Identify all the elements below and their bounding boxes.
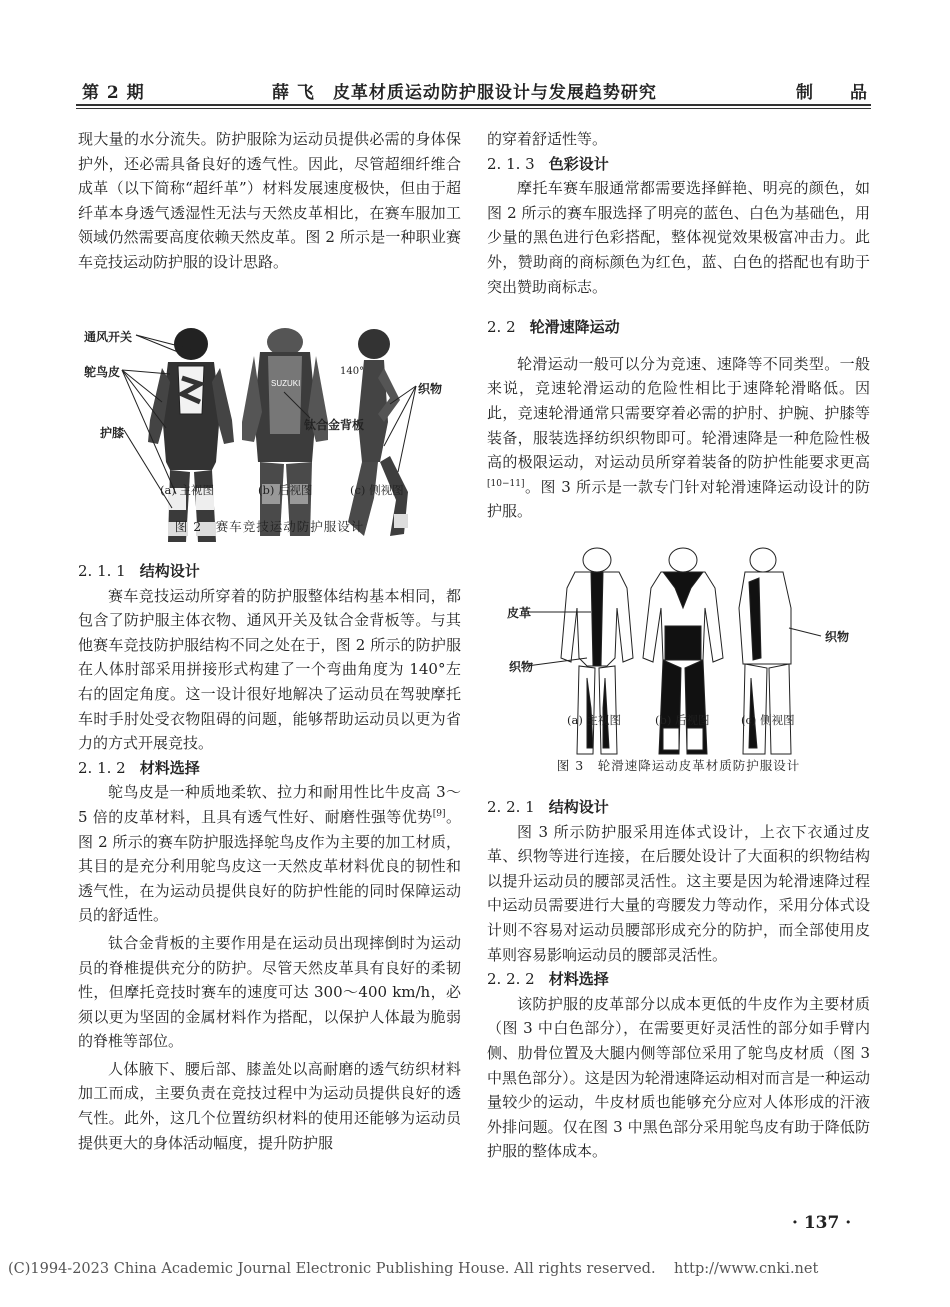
issue-number: 第 2 期 [82,83,145,103]
citation-9[interactable]: [9] [432,808,446,819]
left-column-top [78,127,461,275]
figure-3 [487,548,870,778]
paragraph-suit-material: 该防护服的皮革部分以成本更低的牛皮作为主要材质（图 3 中白色部分），在需要更好灵活性的部分如手臂内侧、肋骨位置及大腿内侧等部位采用了鸵鸟皮材质（图 3 中黑色部分）。这是因为轮滑速降运动相对而言是一种运动量较少的运动，牛皮材质也能够充分应对人体形成的汗液外排问题。仅在图 3 中黑色部分采用鸵鸟皮有助于降低防护服的整体成本。 [487,994,870,1161]
label-textile-left: 织物 [509,660,534,674]
citation-10-11[interactable]: [10−11] [487,478,525,489]
suit-front-view [148,328,234,542]
right-column-body [487,795,870,1164]
figure-2-caption: 图 2 赛车竞技运动防护服设计 [174,519,365,534]
figure-2-subcaption-a: (a) 主视图 [160,483,214,497]
paragraph-ostrich-leather [78,780,461,928]
figure-3-subcaption-c: (c) 侧视图 [741,713,795,727]
header-rule-top [76,104,871,106]
running-title: 薛 飞 皮革材质运动防护服设计与发展趋势研究 [272,83,657,103]
paragraph-textile: 人体腋下、腰后部、膝盖处以高耐磨的透气纺织材料加工而成，主要负责在竞技过程中为运动员提供良好的透气性。此外，这几个位置纺织材料的使用还能够为运动员提供更大的身体活动幅度，提升防护服 [78,1059,461,1152]
page-number: · 137 · [792,1213,852,1233]
heading-2-1-2-title: 材料选择 [139,758,200,777]
heading-2-1-3-title: 色彩设计 [548,154,609,173]
copyright-footer: (C)1994-2023 China Academic Journal Electronic Publishing House. All rights reserved. http://www.cnki.net [8,1261,819,1277]
right-column-top [487,127,870,524]
heading-2-1-1-title: 结构设计 [139,562,200,580]
label-vent-switch: 通风开关 [84,330,133,344]
label-textile: 织物 [418,382,443,396]
heading-2-1-2 [78,756,461,781]
heading-2-2-number: 2. 2 [487,318,516,337]
paragraph-ostrich-rest: 。图 2 所示的赛车防护服选择鸵鸟皮作为主要的加工材质，其目的是充分利用鸵鸟皮这一天然皮革材料优良的韧性和透气性，在为运动员提供良好的防护性能的同时保障运动员的舒适性。 [78,807,461,925]
heading-2-2-title: 轮滑速降运动 [529,318,620,337]
heading-2-2 [487,315,870,340]
left-column-body [78,559,461,1155]
figure-3-subcaption-b: (b) 后视图 [655,713,710,727]
heading-2-2-1 [487,795,870,820]
paragraph-structure-design: 赛车竞技运动所穿着的防护服整体结构基本相同，都包含了防护服主体衣物、通风开关及钛合金背板等。与其他赛车竞技防护服结构不同之处在于，图 2 所示的防护服在人体肘部采用拼接形式构建了一个弯曲角度为 140°左右的固定角度。这一设计很好地解决了运动员在驾驶摩托车时手肘处受衣物阻碍的问题，能够帮助运动员以更为省力的方式开展竞技。 [78,586,461,753]
paragraph-titanium: 钛合金背板的主要作用是在运动员出现摔倒时为运动员的脊椎提供充分的防护。尽管天然皮革具有良好的柔韧性，但摩托竞技时赛车的速度可达 300～400 km/h，必须以更为坚固的金属材料作为搭配，以保护人体最为脆弱的脊椎等部位。 [78,933,461,1051]
figure-2 [78,322,461,542]
figure-2-illustration [78,322,461,542]
header-rule-bottom [76,108,871,109]
figure-2-subcaption-c: (c) 侧视图 [350,483,404,497]
suit-back-logo: SUZUKI [271,379,301,388]
label-ostrich-leather: 鸵鸟皮 [84,365,121,379]
heading-2-1-3-number: 2. 1. 3 [487,154,535,173]
paragraph-intro: 现大量的水分流失。防护服除为运动员提供必需的身体保护外，还必需具备良好的透气性。因此，尽管超细纤维合成革（以下简称“超纤革”）材料发展速度极快，但由于超纤革本身透气透湿性无法与天然皮革相比，在赛车服加工领域仍然需要高度依赖天然皮革。图 2 所示是一种职业赛车竞技运动防护服的设计思路。 [78,130,461,271]
label-leather: 皮革 [507,606,532,620]
figure-3-subcaption-a: (a) 主视图 [567,713,621,727]
paragraph-ostrich-text: 鸵鸟皮是一种质地柔软、拉力和耐用性比牛皮高 3～5 倍的皮革材料，且具有透气性好、耐磨性强等优势 [78,783,461,826]
label-textile-right: 织物 [825,630,850,644]
paragraph-suit-structure: 图 3 所示防护服采用连体式设计，上衣下衣通过皮革、织物等进行连接，在后腰处设计了大面积的织物结构以提升运动员的腰部灵活性。这主要是因为轮滑速降过程中运动员需要进行大量的弯腰发力等动作，采用分体式设计则不容易对运动员腰部形成充分的防护，而全部使用皮革则容易影响运动员的腰部灵活性。 [487,822,870,964]
figure-2-subcaption-b: (b) 后视图 [258,483,313,497]
paragraph-skating-rest: 。图 3 所示是一款专门针对轮滑速降运动设计的防护服。 [487,477,870,521]
heading-2-2-1-title: 结构设计 [548,798,609,816]
heading-2-2-1-number: 2. 2. 1 [487,798,535,816]
heading-2-1-1 [78,559,461,584]
label-titanium-backplate: 钛合金背板 [304,418,365,432]
figure-3-illustration [487,548,870,778]
heading-2-2-2 [487,967,870,992]
heading-2-1-1-number: 2. 1. 1 [78,562,126,580]
heading-2-2-2-number: 2. 2. 2 [487,970,535,989]
heading-2-1-2-number: 2. 1. 2 [78,758,126,777]
label-knee-pad: 护膝 [100,426,125,440]
heading-2-1-3 [487,152,870,177]
figure-3-caption: 图 3 轮滑速降运动皮革材质防护服设计 [556,758,801,773]
paragraph-color-design: 摩托车赛车服通常都需要选择鲜艳、明亮的颜色，如图 2 所示的赛车服选择了明亮的蓝色、白色为基础色，用少量的黑色进行色彩搭配，整体视觉效果极富冲击力。此外，赞助商的商标颜色为红色，蓝、白色的搭配也有助于突出赞助商标志。 [487,179,870,296]
paragraph-skating-text: 轮滑运动一般可以分为竞速、速降等不同类型。一般来说，竞速轮滑运动的危险性相比于速降轮滑略低。因此，竞速轮滑通常只需要穿着必需的护肘、护腕、护膝等装备，服装选择纺织织物即可。轮滑速降是一种危险性极高的极限运动，对运动员所穿着装备的防护性能要求更高 [487,354,870,472]
section-name: 制 品 [796,83,868,103]
paragraph-continued: 的穿着舒适性等。 [487,130,608,148]
label-elbow-angle: 140° [340,366,365,377]
paragraph-downhill-skating [487,352,870,524]
heading-2-2-2-title: 材料选择 [548,970,609,989]
